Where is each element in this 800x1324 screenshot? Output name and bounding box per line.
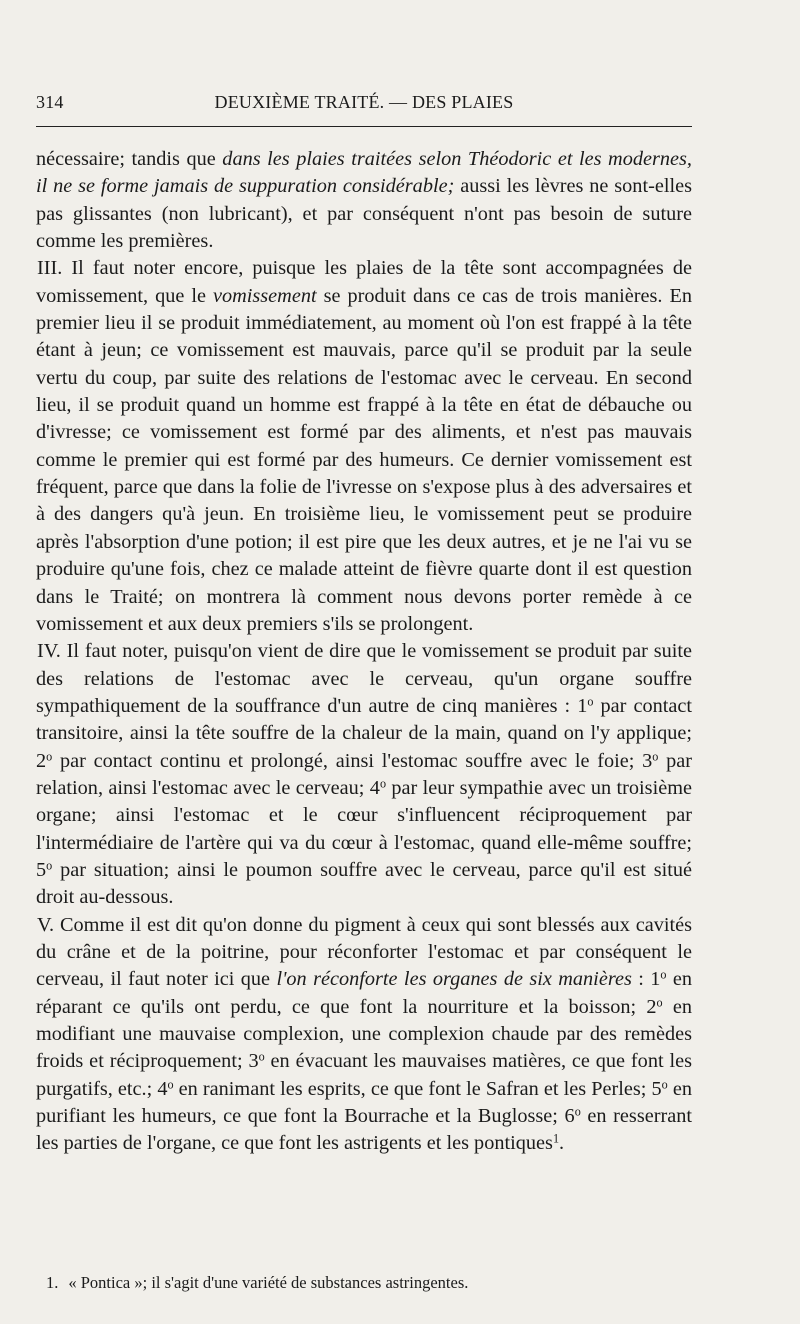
text-run: en ranimant les esprits, ce que font le Safran et les Perles; 5 <box>173 1077 662 1100</box>
ordinal-mark: o <box>574 1104 581 1119</box>
header-rule <box>36 126 692 127</box>
section-number: IV. <box>37 640 61 663</box>
body-text <box>36 146 692 1158</box>
text-run: en réparant ce qu'ils ont perdu, ce que font la nourriture et la boisson; 2 <box>36 968 693 1018</box>
text-run: en resserrant les parties de l'organe, ce que font les astrigents et les pontiques <box>36 1105 692 1155</box>
ordinal-mark: o <box>46 748 53 763</box>
ordinal-mark: o <box>167 1077 174 1091</box>
running-head <box>36 92 692 118</box>
text-run: Il faut noter encore, puisque les plaies de la tête sont accompagnées de vomissement, que le <box>36 257 692 307</box>
section-iv <box>36 638 692 911</box>
ordinal-mark: o <box>661 1077 668 1091</box>
text-run: : 1 <box>631 968 661 991</box>
text-run: en évacuant les mauvaises matières, ce que font les purgatifs, etc.; 4 <box>36 1050 692 1100</box>
text-run: par contact continu et prolongé, ainsi l'estomac souffre avec le foie; 3 <box>52 749 653 772</box>
text-run: Comme il est dit qu'on donne du pigment à ceux qui sont blessés aux cavités du crâne et de la poitrine, pour réconforter l'estomac et par conséquent le cerveau, il faut noter ici que <box>36 913 692 991</box>
ordinal-mark: o <box>656 994 663 1009</box>
text-run: en modifiant une mauvaise complexion, une complexion chaude par des remèdes froids et réciproquement; 3 <box>36 995 693 1073</box>
section-v <box>36 912 692 1158</box>
ordinal-mark: o <box>379 776 387 791</box>
ordinal-mark: o <box>660 967 667 982</box>
text-run: se produit dans ce cas de trois manières. En premier lieu il se produit immédiatement, au moment où l'on est frappé à la tête étant à jeun; ce vomissement est mauvais, parce qu'il se produit par la seule vertu du coup, par suite des relations de l'estomac avec le cerveau. En second lieu, il se produit quand un homme est frappé à la tête en état de débauche ou d'ivresse; ce vomissement est formé par des aliments, et n'est pas mauvais comme le premier qui est formé par des humeurs. Ce dernier vomissement est fréquent, parce que dans la folie de l'ivresse on s'expose plus à des adversaires et à des dangers qu'à jeun. En troisième lieu, le vomissement peut se produire après l'absorption d'une potion; il est pire que les deux autres, et je ne l'ai vu se produire qu'une fois, chez ce malade atteint de fièvre quarte dont il est question dans le Traité; on montrera là comment nous devons porter remède à ce vomissement et aux deux premiers s'ils se prolongent. <box>36 284 692 635</box>
text-run: par situation; ainsi le poumon souffre avec le cerveau, parce qu'il est situé droit au-dessous. <box>36 858 692 909</box>
ordinal-mark: o <box>46 858 53 873</box>
section-number: III. <box>37 257 63 280</box>
footnote <box>36 1272 692 1294</box>
ordinal-mark: o <box>258 1049 265 1064</box>
italic-run: l'on réconforte les organes de six manières <box>276 968 632 991</box>
text-run: par contact transitoire, ainsi la tête souffre de la chaleur de la main, quand on l'y applique; 2 <box>36 694 692 772</box>
text-run: nécessaire; tandis que <box>36 148 223 170</box>
running-title: DEUXIÈME TRAITÉ. — DES PLAIES <box>214 92 514 112</box>
footnote-reference: 1 <box>552 1131 560 1146</box>
italic-run: dans les plaies traitées selon Théodoric et les modernes, il ne se forme jamais de suppuration considérable; <box>36 148 692 198</box>
text-run: par leur sympathie avec un troisième organe; ainsi l'estomac et le cœur s'influencent réciproquement par l'intermédiaire de l'artère qui va du cœur à l'estomac, quand elle-même souffre; 5 <box>36 776 692 881</box>
footnote-number: 1. <box>46 1273 59 1292</box>
text-run: Il faut noter, puisqu'on vient de dire que le vomissement se produit par suite des relations de l'estomac avec le cerveau, qu'un organe souffre sympathiquement de la souffrance d'un autre de cinq manières : 1 <box>36 640 692 717</box>
text-run: en purifiant les humeurs, ce que font la Bourrache et la Buglosse; 6 <box>36 1077 692 1128</box>
ordinal-mark: o <box>587 694 594 709</box>
ordinal-mark: o <box>652 748 659 763</box>
section-iii <box>36 255 692 638</box>
text-run: . <box>559 1132 565 1155</box>
italic-run: vomissement <box>212 284 317 307</box>
page-number: 314 <box>36 92 64 112</box>
text-run: aussi les lèvres ne sont-elles pas glissantes (non lubricant), et par conséquent n'ont pas besoin de suture comme les premières. <box>36 175 692 253</box>
text-run: par relation, ainsi l'estomac avec le cerveau; 4 <box>36 749 693 799</box>
paragraph-continuation <box>36 146 692 255</box>
footnote-text: « Pontica »; il s'agit d'une variété de substances astringentes. <box>68 1273 469 1292</box>
section-number: V. <box>37 913 55 936</box>
